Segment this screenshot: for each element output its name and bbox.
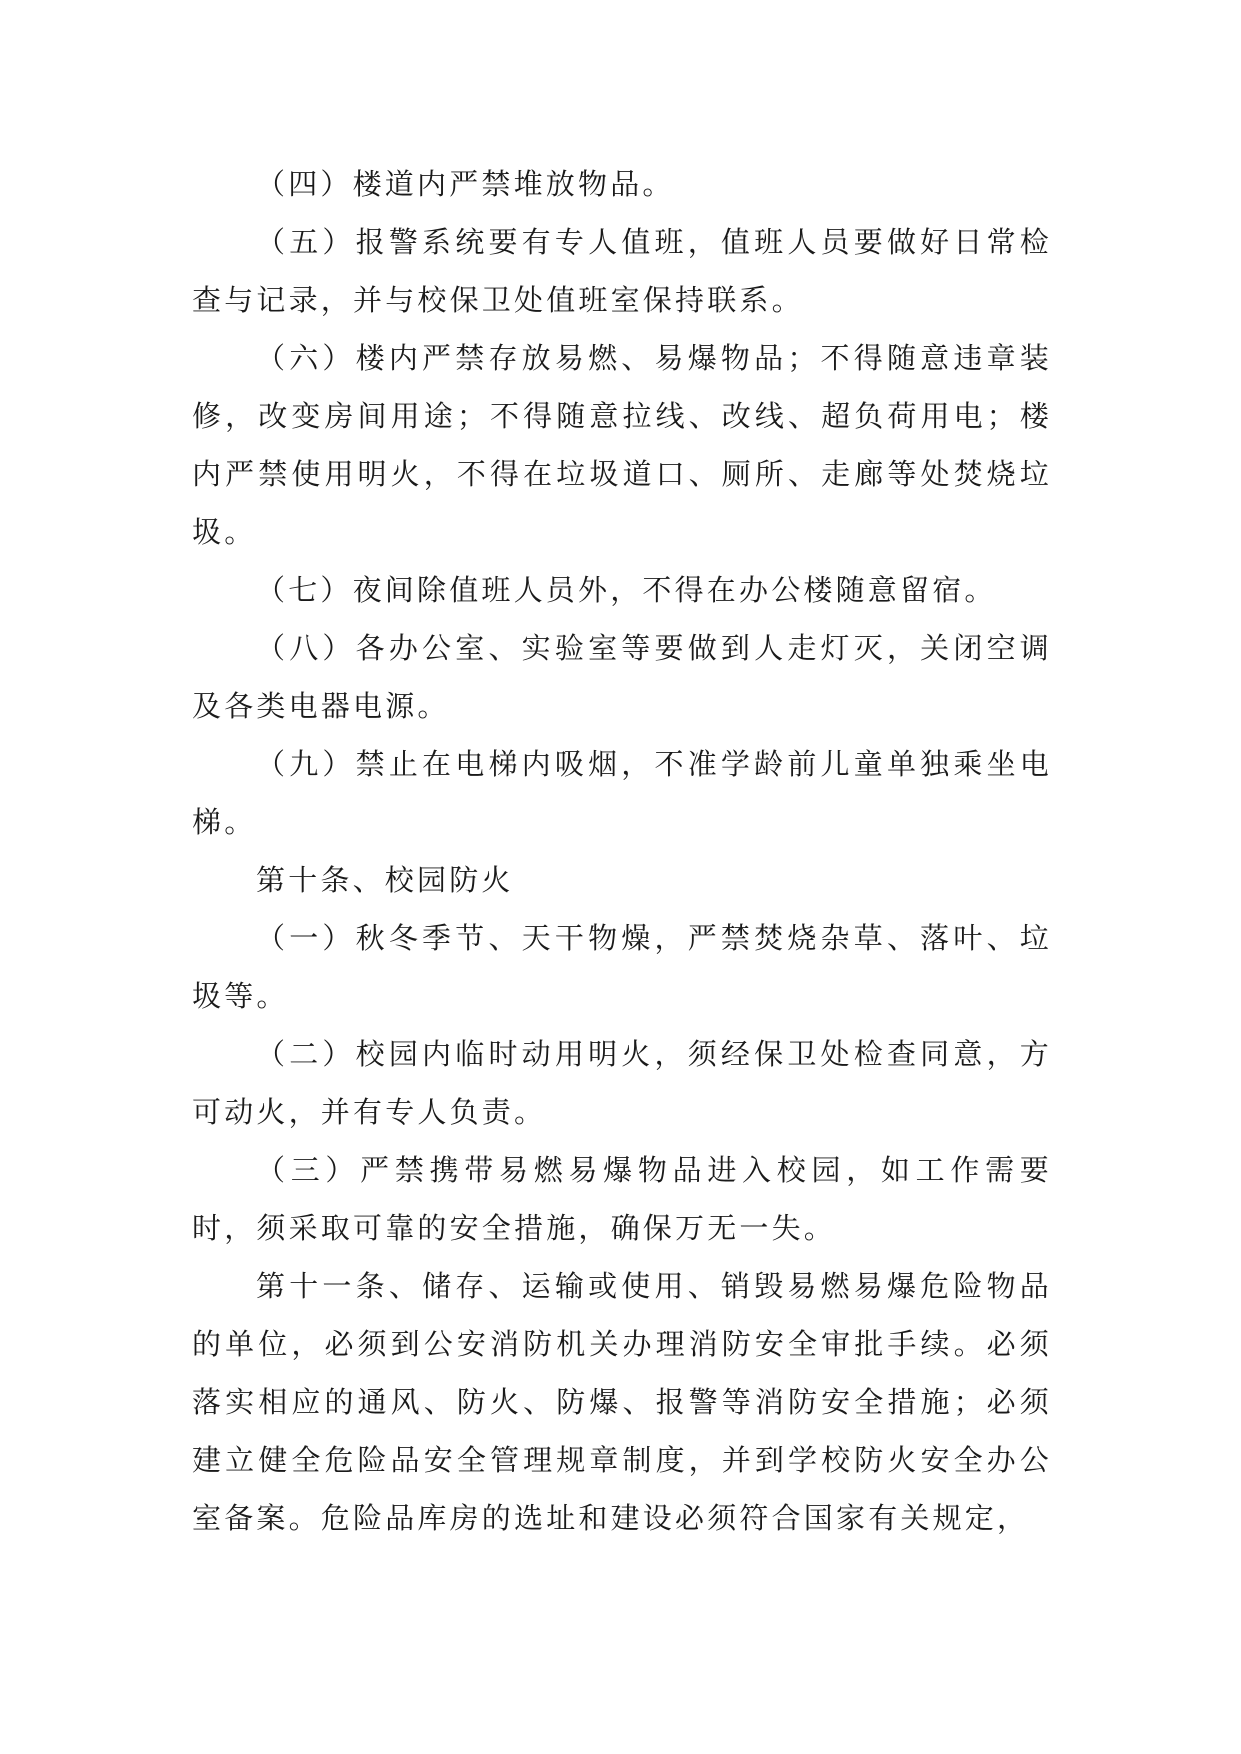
paragraph-fire-1: （一）秋冬季节、天干物燥，严禁焚烧杂草、落叶、垃圾等。: [192, 921, 1052, 1013]
paragraph-fire-3: （三）严禁携带易燃易爆物品进入校园，如工作需要时，须采取可靠的安全措施，确保万无一失。: [192, 1153, 1052, 1245]
paragraph-item-6: （六）楼内严禁存放易燃、易爆物品；不得随意违章装修，改变房间用途；不得随意拉线、改线、超负荷用电；楼内严禁使用明火，不得在垃圾道口、厕所、走廊等处焚烧垃圾。: [192, 341, 1052, 549]
paragraph-item-7: （七）夜间除值班人员外，不得在办公楼随意留宿。: [256, 573, 997, 607]
paragraph-item-4: （四）楼道内严禁堆放物品。: [256, 167, 675, 201]
paragraph-item-5: （五）报警系统要有专人值班，值班人员要做好日常检查与记录，并与校保卫处值班室保持联系。: [192, 225, 1052, 317]
document-body: [192, 155, 1052, 1547]
paragraph-fire-2: （二）校园内临时动用明火，须经保卫处检查同意，方可动火，并有专人负责。: [192, 1037, 1052, 1129]
article-11-paragraph: 第十一条、储存、运输或使用、销毁易燃易爆危险物品的单位，必须到公安消防机关办理消防安全审批手续。必须落实相应的通风、防火、防爆、报警等消防安全措施；必须建立健全危险品安全管理规章制度，并到学校防火安全办公室备案。危险品库房的选址和建设必须符合国家有关规定，: [192, 1269, 1052, 1535]
paragraph-item-9: （九）禁止在电梯内吸烟，不准学龄前儿童单独乘坐电梯。: [192, 747, 1052, 839]
paragraph-item-8: （八）各办公室、实验室等要做到人走灯灭，关闭空调及各类电器电源。: [192, 631, 1052, 723]
article-10-heading: 第十条、校园防火: [256, 863, 514, 897]
